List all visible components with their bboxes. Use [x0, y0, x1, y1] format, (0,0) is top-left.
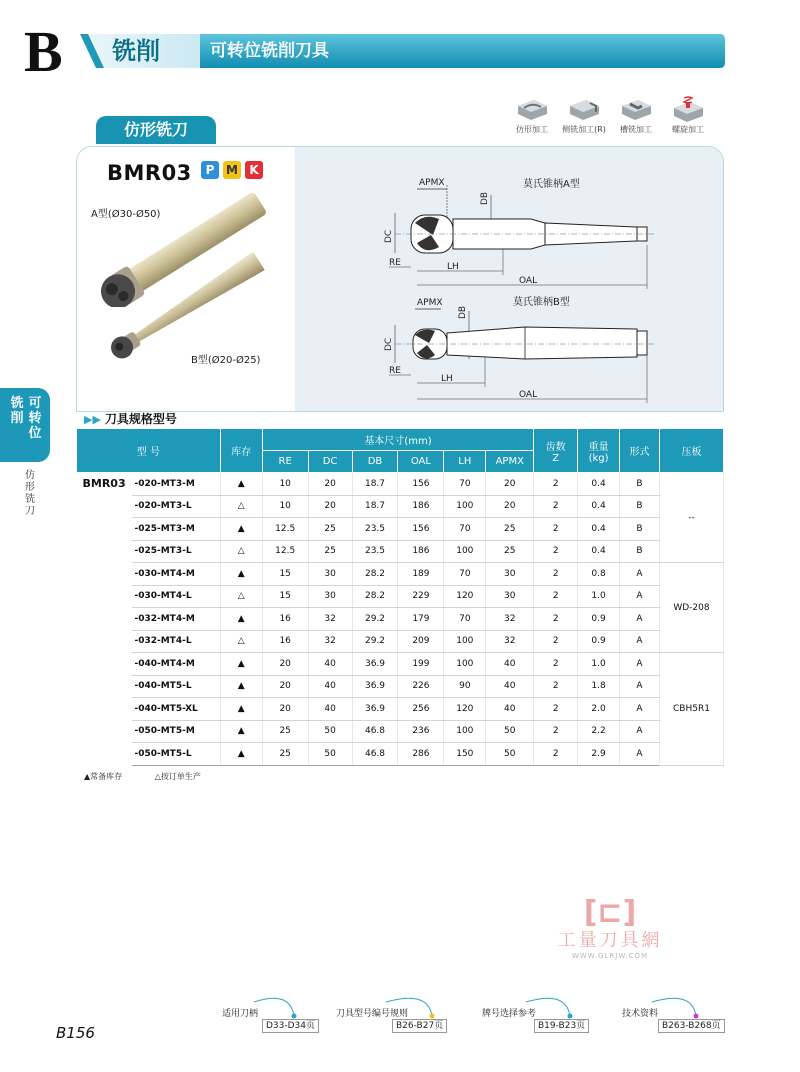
cell-dc: 32 [308, 608, 352, 631]
cell-db: 29.2 [352, 608, 398, 631]
operation-side [558, 94, 610, 136]
spec-table [76, 428, 724, 766]
cell-dc: 40 [308, 698, 352, 721]
table-row [77, 518, 724, 541]
weight-label: 重量 [588, 441, 609, 453]
cell-lh: 100 [444, 720, 486, 743]
cell-re: 10 [262, 473, 308, 496]
drawing-type-b [355, 293, 685, 411]
operation-label: 螺旋加工 [672, 125, 704, 134]
cell-apmx: 25 [486, 518, 534, 541]
cell-oal: 179 [398, 608, 444, 631]
cell-kg: 1.0 [578, 585, 620, 608]
cell-oal: 199 [398, 653, 444, 676]
cell-lh: 70 [444, 473, 486, 496]
cell-z: 2 [534, 608, 578, 631]
footer-link-tech[interactable]: 技术资料 [622, 1009, 659, 1019]
col-header-weight [578, 429, 620, 473]
cell-kg: 0.4 [578, 495, 620, 518]
cell-stock: ▲ [220, 653, 262, 676]
cell-z: 2 [534, 720, 578, 743]
cell-oal: 229 [398, 585, 444, 608]
cell-kg: 0.4 [578, 540, 620, 563]
cell-form: A [620, 675, 660, 698]
cell-db: 23.5 [352, 540, 398, 563]
cell-z: 2 [534, 698, 578, 721]
table-row [77, 698, 724, 721]
table-row [77, 653, 724, 676]
profile-machining-icon [514, 94, 550, 124]
table-row [77, 743, 724, 766]
dim-dc: DC [384, 229, 394, 243]
cell-z: 2 [534, 585, 578, 608]
cell-form: A [620, 743, 660, 766]
cell-z: 2 [534, 518, 578, 541]
cell-oal: 286 [398, 743, 444, 766]
dim-db: DB [480, 191, 490, 205]
drawing-a-title: 莫氏锥柄A型 [523, 179, 580, 190]
cell-code: -030-MT4-L [132, 585, 220, 608]
product-panel [76, 146, 724, 412]
type-b-tool-photo [77, 253, 295, 363]
footer-link-grade[interactable]: 牌号选择参考 [482, 1009, 537, 1019]
dim-lh: LH [447, 262, 459, 272]
watermark [540, 896, 680, 960]
col-header-db: DB [352, 451, 398, 473]
cell-dc: 32 [308, 630, 352, 653]
cell-dc: 30 [308, 563, 352, 586]
operation-icons [506, 94, 716, 142]
dim-lh: LH [441, 374, 453, 384]
cell-code: -032-MT4-M [132, 608, 220, 631]
cell-re: 10 [262, 495, 308, 518]
table-legend [84, 771, 231, 782]
operation-label: 槽铣加工 [620, 125, 652, 134]
cell-code: -025-MT3-M [132, 518, 220, 541]
cell-stock: ▲ [220, 698, 262, 721]
cell-z: 2 [534, 743, 578, 766]
col-header-apmx: APMX [486, 451, 534, 473]
cell-stock: △ [220, 540, 262, 563]
operation-label: 仿形加工 [516, 125, 548, 134]
spec-heading [84, 410, 177, 427]
cell-dc: 25 [308, 540, 352, 563]
cell-kg: 1.0 [578, 653, 620, 676]
cell-oal: 256 [398, 698, 444, 721]
header-bar [80, 34, 725, 68]
cell-stock: ▲ [220, 675, 262, 698]
teeth-label: 齿数 [545, 441, 566, 453]
table-row [77, 630, 724, 653]
cell-db: 18.7 [352, 495, 398, 518]
material-badge-k: K [245, 161, 263, 179]
cell-db: 28.2 [352, 585, 398, 608]
cell-db: 36.9 [352, 698, 398, 721]
material-badge-p: P [201, 161, 219, 179]
material-badge-m: M [223, 161, 241, 179]
cell-apmx: 40 [486, 653, 534, 676]
cell-form: B [620, 473, 660, 496]
cell-re: 20 [262, 698, 308, 721]
legend-order: △按订单生产 [154, 772, 201, 781]
cell-db: 23.5 [352, 518, 398, 541]
footer-link-naming[interactable]: 刀具型号编号规则 [336, 1009, 409, 1019]
side-milling-icon [566, 94, 602, 124]
cell-code: -050-MT5-M [132, 720, 220, 743]
dim-re: RE [389, 366, 401, 376]
cell-lh: 70 [444, 608, 486, 631]
cell-re: 15 [262, 563, 308, 586]
cell-oal: 209 [398, 630, 444, 653]
cell-apmx: 20 [486, 495, 534, 518]
cell-db: 46.8 [352, 743, 398, 766]
cell-form: B [620, 495, 660, 518]
cell-re: 12.5 [262, 518, 308, 541]
cell-lh: 150 [444, 743, 486, 766]
col-header-re: RE [262, 451, 308, 473]
cell-form: A [620, 653, 660, 676]
cell-z: 2 [534, 630, 578, 653]
table-row [77, 585, 724, 608]
cell-code: -040-MT5-XL [132, 698, 220, 721]
double-arrow-icon: ▶▶ [84, 413, 101, 426]
weight-sub: (kg) [588, 452, 609, 464]
cell-lh: 100 [444, 630, 486, 653]
dim-apmx: APMX [417, 298, 443, 308]
cell-stock: △ [220, 495, 262, 518]
cell-dc: 50 [308, 720, 352, 743]
cell-stock: ▲ [220, 563, 262, 586]
cell-kg: 2.9 [578, 743, 620, 766]
cell-oal: 186 [398, 540, 444, 563]
cell-z: 2 [534, 473, 578, 496]
cell-apmx: 25 [486, 540, 534, 563]
cell-code: -020-MT3-L [132, 495, 220, 518]
cell-form: A [620, 563, 660, 586]
cell-oal: 156 [398, 518, 444, 541]
cell-re: 20 [262, 653, 308, 676]
cell-dc: 30 [308, 585, 352, 608]
table-row [77, 495, 724, 518]
cell-form: A [620, 608, 660, 631]
cell-apmx: 40 [486, 698, 534, 721]
cell-dc: 20 [308, 495, 352, 518]
cell-re: 16 [262, 608, 308, 631]
cell-re: 25 [262, 720, 308, 743]
cell-form: A [620, 720, 660, 743]
cell-kg: 0.9 [578, 608, 620, 631]
cell-oal: 236 [398, 720, 444, 743]
side-tab-col1: 铣削 [10, 396, 24, 426]
spec-heading-text: 刀具规格型号 [104, 412, 177, 426]
cell-stock: △ [220, 630, 262, 653]
col-header-teeth [534, 429, 578, 473]
cell-kg: 1.8 [578, 675, 620, 698]
operation-profile [506, 94, 558, 136]
table-row [77, 540, 724, 563]
cell-db: 18.7 [352, 473, 398, 496]
cell-stock: ▲ [220, 720, 262, 743]
col-header-stock: 库存 [220, 429, 262, 473]
side-subsection: 仿形铣刀 [25, 470, 35, 517]
col-header-lh: LH [444, 451, 486, 473]
cell-z: 2 [534, 675, 578, 698]
cell-form: A [620, 630, 660, 653]
cell-db: 29.2 [352, 630, 398, 653]
cell-lh: 120 [444, 585, 486, 608]
cell-stock: △ [220, 585, 262, 608]
side-tab-col2: 可转位 [28, 396, 42, 441]
cell-z: 2 [534, 495, 578, 518]
dim-oal: OAL [519, 390, 538, 400]
cell-apmx: 32 [486, 608, 534, 631]
cell-form: A [620, 585, 660, 608]
series-name: BMR03 [82, 477, 126, 490]
spec-table-body [77, 473, 724, 766]
cell-lh: 90 [444, 675, 486, 698]
col-header-dc: DC [308, 451, 352, 473]
dim-db: DB [458, 305, 468, 319]
operation-slot [610, 94, 662, 136]
cell-kg: 0.4 [578, 473, 620, 496]
cell-kg: 2.2 [578, 720, 620, 743]
cell-dc: 40 [308, 675, 352, 698]
col-header-oal: OAL [398, 451, 444, 473]
cell-kg: 0.8 [578, 563, 620, 586]
cell-stock: ▲ [220, 518, 262, 541]
helical-machining-icon [670, 94, 706, 124]
cell-kg: 0.9 [578, 630, 620, 653]
cell-apmx: 50 [486, 720, 534, 743]
cell-code: -050-MT5-L [132, 743, 220, 766]
cell-plate: -- [659, 473, 723, 563]
cell-code: -040-MT4-M [132, 653, 220, 676]
teeth-sub: Z [552, 452, 560, 464]
cell-apmx: 40 [486, 675, 534, 698]
cell-z: 2 [534, 540, 578, 563]
cell-form: B [620, 540, 660, 563]
cell-kg: 2.0 [578, 698, 620, 721]
cell-stock: ▲ [220, 608, 262, 631]
table-row [77, 720, 724, 743]
section-tab: 仿形铣刀 [96, 116, 216, 144]
model-name: BMR03 [107, 161, 192, 185]
operation-helical [662, 94, 714, 136]
cell-lh: 70 [444, 518, 486, 541]
dim-dc: DC [384, 337, 394, 351]
cell-oal: 189 [398, 563, 444, 586]
dim-apmx: APMX [419, 178, 445, 188]
cell-db: 28.2 [352, 563, 398, 586]
cell-code: -040-MT5-L [132, 675, 220, 698]
cell-lh: 120 [444, 698, 486, 721]
watermark-name: 工量刀具網 [557, 930, 663, 951]
type-b-label: B型(Ø20-Ø25) [191, 355, 261, 366]
cell-apmx: 50 [486, 743, 534, 766]
footer-page-holder[interactable]: D33-D34页 [262, 1019, 319, 1033]
cell-apmx: 30 [486, 563, 534, 586]
table-row [77, 608, 724, 631]
operation-label: 侧铣加工(R) [562, 125, 606, 134]
dim-oal: OAL [519, 276, 538, 286]
cell-dc: 20 [308, 473, 352, 496]
cell-code: -030-MT4-M [132, 563, 220, 586]
cell-dc: 40 [308, 653, 352, 676]
cell-re: 16 [262, 630, 308, 653]
cell-apmx: 20 [486, 473, 534, 496]
drawing-type-a [355, 173, 685, 293]
table-row [77, 473, 724, 496]
legend-stock: ▲常备库存 [84, 772, 123, 781]
cell-code: -032-MT4-L [132, 630, 220, 653]
cell-form: B [620, 518, 660, 541]
dim-re: RE [389, 258, 401, 268]
cell-kg: 0.4 [578, 518, 620, 541]
cell-z: 2 [534, 563, 578, 586]
drawing-area [295, 147, 724, 412]
cell-re: 20 [262, 675, 308, 698]
footer-page-naming[interactable]: B26-B27页 [392, 1019, 447, 1033]
cell-lh: 70 [444, 563, 486, 586]
cell-db: 36.9 [352, 675, 398, 698]
watermark-logo-icon: [⊏] [583, 895, 637, 930]
cell-re: 15 [262, 585, 308, 608]
cell-oal: 156 [398, 473, 444, 496]
cell-db: 36.9 [352, 653, 398, 676]
cell-dc: 50 [308, 743, 352, 766]
category-title: 铣削 [112, 37, 160, 65]
cell-stock: ▲ [220, 473, 262, 496]
cell-plate: WD-208 [659, 563, 723, 653]
cell-code: -025-MT3-L [132, 540, 220, 563]
cell-z: 2 [534, 653, 578, 676]
footer-link-holder[interactable]: 适用刀柄 [222, 1009, 259, 1019]
cell-oal: 226 [398, 675, 444, 698]
product-photo-area [77, 147, 295, 412]
col-header-plate: 压板 [659, 429, 723, 473]
slot-milling-icon [618, 94, 654, 124]
chapter-letter: B [24, 19, 63, 84]
cell-re: 12.5 [262, 540, 308, 563]
side-chapter-tab [0, 388, 50, 462]
watermark-url: WWW.GLRJW.COM [571, 952, 649, 960]
cell-re: 25 [262, 743, 308, 766]
cell-plate: CBH5R1 [659, 653, 723, 766]
footer-page-grade[interactable]: B19-B23页 [534, 1019, 589, 1033]
table-row [77, 563, 724, 586]
cell-lh: 100 [444, 495, 486, 518]
cell-code: -020-MT3-M [132, 473, 220, 496]
type-a-label: A型(Ø30-Ø50) [91, 209, 161, 220]
table-row [77, 675, 724, 698]
cell-db: 46.8 [352, 720, 398, 743]
cell-apmx: 32 [486, 630, 534, 653]
cell-lh: 100 [444, 540, 486, 563]
cell-stock: ▲ [220, 743, 262, 766]
category-subtitle: 可转位铣削刀具 [210, 41, 329, 61]
cell-apmx: 30 [486, 585, 534, 608]
drawing-b-title: 莫氏锥柄B型 [513, 297, 570, 308]
col-header-model: 型 号 [77, 429, 221, 473]
footer-page-tech[interactable]: B263-B268页 [658, 1019, 725, 1033]
cell-oal: 186 [398, 495, 444, 518]
cell-lh: 100 [444, 653, 486, 676]
page-number: B156 [56, 1024, 95, 1042]
cell-form: A [620, 698, 660, 721]
col-header-form: 形式 [620, 429, 660, 473]
cell-dc: 25 [308, 518, 352, 541]
col-header-basic: 基本尺寸(mm) [262, 429, 534, 451]
